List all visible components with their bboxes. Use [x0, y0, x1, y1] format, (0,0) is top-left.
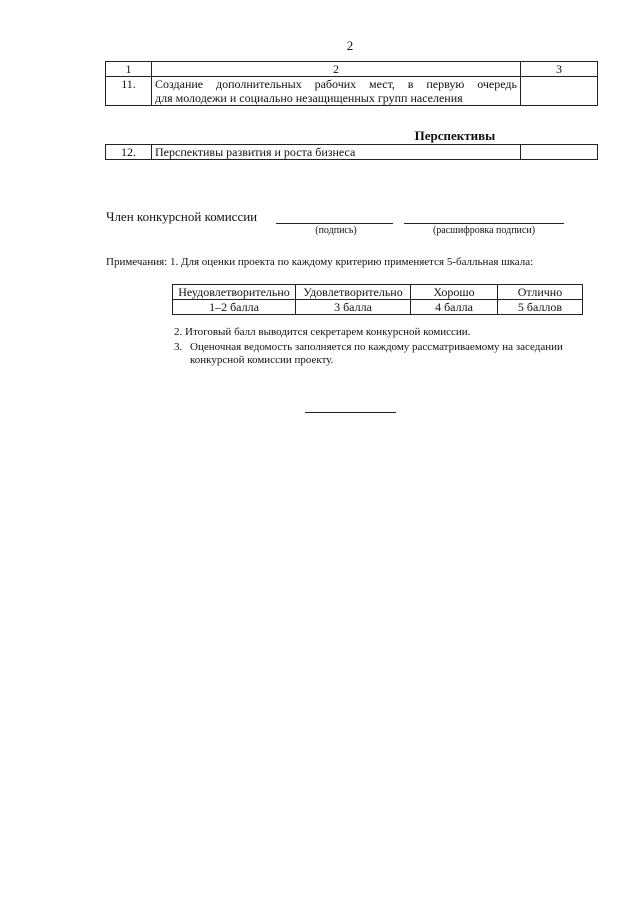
header-col-3: 3	[521, 62, 598, 77]
note-item-3-line2: конкурсной комиссии проекту.	[190, 354, 334, 366]
scale-value-satisfactory: 3 балла	[296, 300, 411, 315]
notes-intro: Примечания: 1. Для оценки проекта по каждому критерию применяется 5-балльная шкала:	[106, 256, 534, 268]
criteria-table	[105, 61, 598, 106]
scale-header-good: Хорошо	[411, 285, 498, 300]
row-11-score	[521, 77, 598, 106]
page-number: 2	[346, 38, 354, 53]
signature-decoding-caption: (расшифровка подписи)	[432, 225, 536, 236]
header-col-2: 2	[152, 62, 521, 77]
table-header-row	[106, 62, 598, 77]
signature-decoding-line	[404, 223, 564, 224]
scale-header-excellent: Отлично	[498, 285, 583, 300]
row-12-number: 12.	[106, 145, 152, 160]
table-row-11	[106, 77, 598, 106]
scale-header-unsatisfactory: Неудовлетворительно	[173, 285, 296, 300]
row-11-number: 11.	[106, 77, 152, 106]
row-11-text-line2: для молодежи и социально незащищенных групп населения	[155, 91, 463, 105]
scale-value-row	[173, 300, 583, 315]
table-row-12	[106, 145, 598, 160]
row-11-text-line1: Создание дополнительных рабочих мест, в первую очередь	[155, 77, 517, 91]
row-12-score	[521, 145, 598, 160]
row-12-criterion: Перспективы развития и роста бизнеса	[152, 145, 521, 160]
commission-member-label: Член конкурсной комиссии	[106, 209, 258, 224]
section-title: Перспективы	[414, 128, 496, 143]
scale-header-row	[173, 285, 583, 300]
scale-header-satisfactory: Удовлетворительно	[296, 285, 411, 300]
note-item-2: 2. Итоговый балл выводится секретарем конкурсной комиссии.	[174, 326, 471, 338]
header-col-1: 1	[106, 62, 152, 77]
scoring-scale-table	[172, 284, 583, 315]
scale-value-unsatisfactory: 1–2 балла	[173, 300, 296, 315]
scale-value-good: 4 балла	[411, 300, 498, 315]
signature-caption: (подпись)	[315, 225, 357, 236]
note-item-3-line1: Оценочная ведомость заполняется по каждому рассматриваемому на заседании	[190, 341, 563, 353]
note-item-3	[174, 341, 624, 367]
signature-line	[276, 223, 393, 224]
perspectives-table	[105, 144, 598, 160]
scale-value-excellent: 5 баллов	[498, 300, 583, 315]
row-11-criterion	[152, 77, 521, 106]
note-item-3-number: 3.	[174, 341, 183, 353]
end-of-document-line	[305, 412, 396, 413]
